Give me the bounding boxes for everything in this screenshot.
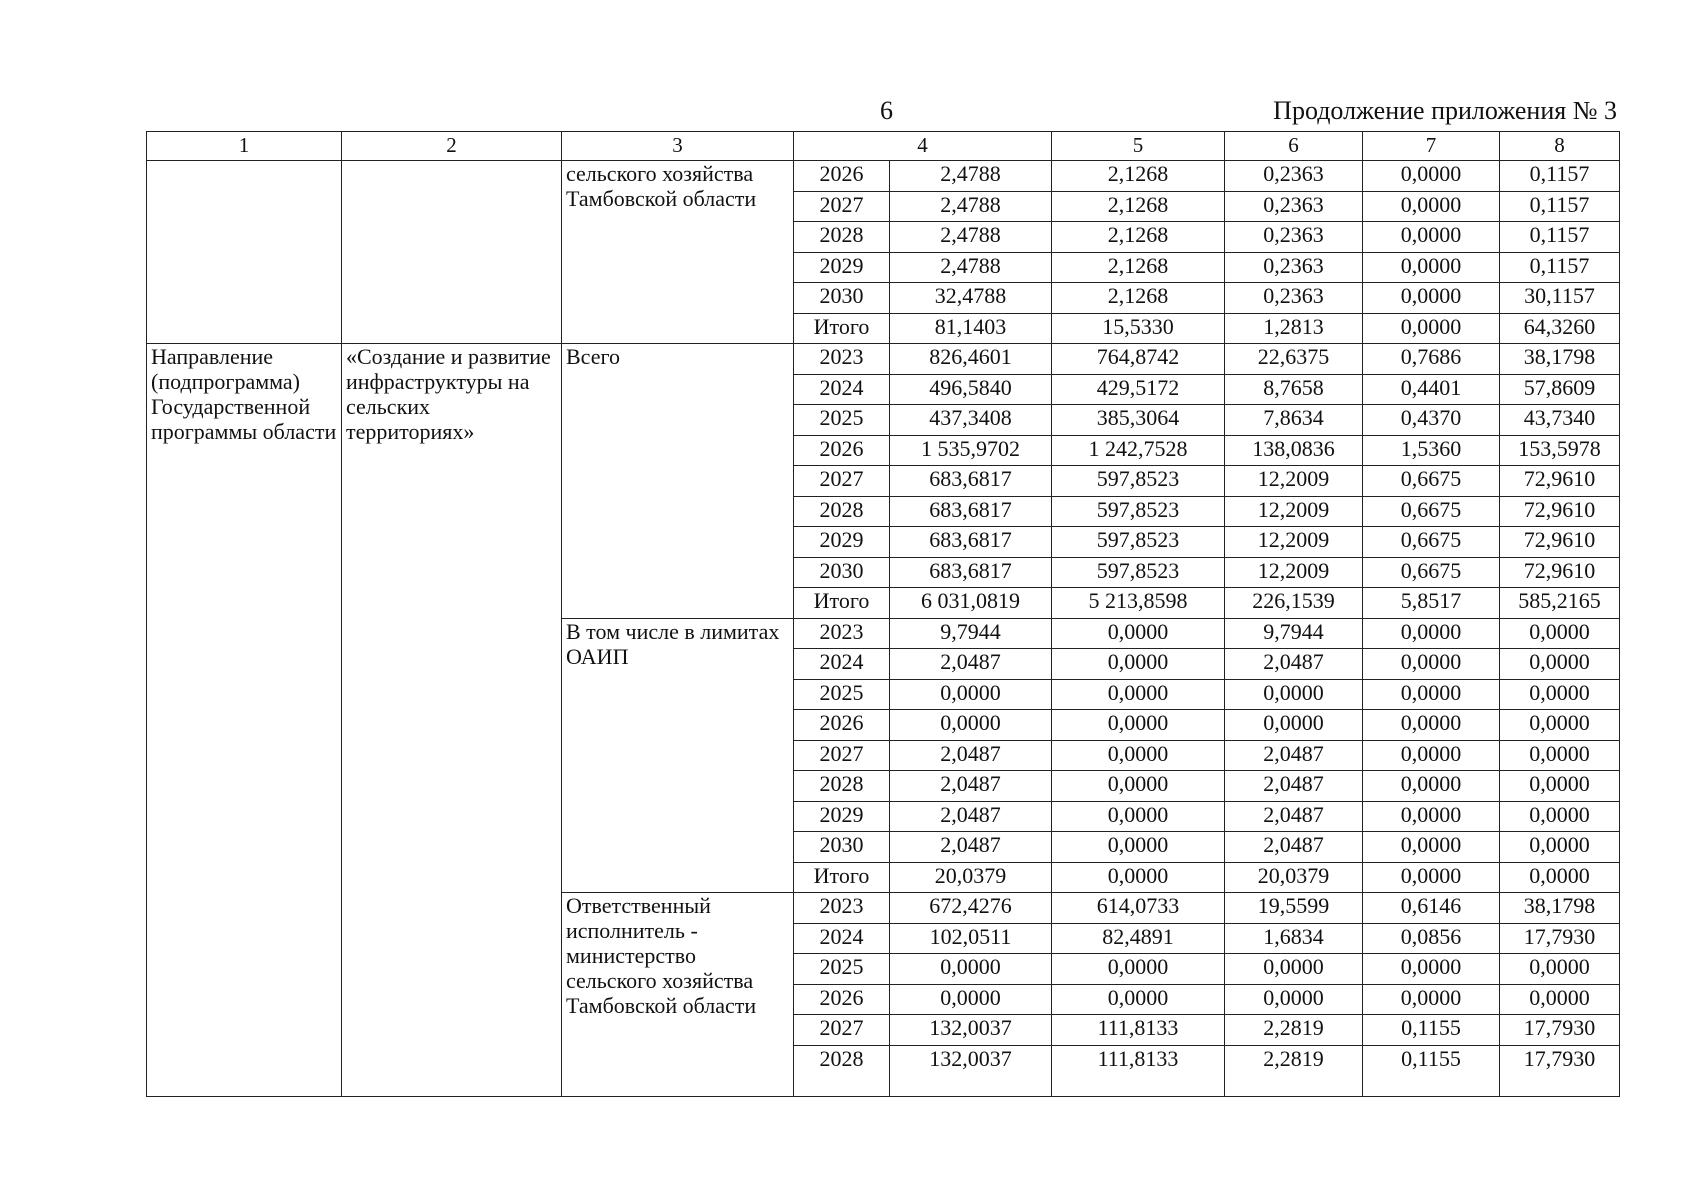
value-cell: 385,3064	[1052, 405, 1225, 436]
col-header: 2	[342, 132, 562, 161]
value-cell: 72,9610	[1500, 466, 1620, 497]
year-cell: 2027	[794, 1015, 890, 1046]
col-header: 8	[1500, 132, 1620, 161]
value-cell: 82,4891	[1052, 923, 1225, 954]
value-cell: 0,0000	[1052, 862, 1225, 893]
year-cell: 2026	[794, 710, 890, 741]
value-cell: 12,2009	[1225, 527, 1363, 558]
value-cell: 5 213,8598	[1052, 588, 1225, 619]
value-cell: 2,1268	[1052, 161, 1225, 192]
continuation-title: Продолжение приложения № 3	[1273, 96, 1617, 125]
value-cell: 0,0000	[1363, 862, 1500, 893]
value-cell: 2,0487	[890, 649, 1052, 680]
section-label: сельского хозяйства Тамбовской области	[562, 161, 794, 344]
year-cell: 2030	[794, 283, 890, 314]
section-label: В том числе в лимитах ОАИП	[562, 618, 794, 893]
value-cell: 0,0000	[1363, 313, 1500, 344]
value-cell: 0,0000	[890, 984, 1052, 1015]
value-cell: 683,6817	[890, 466, 1052, 497]
value-cell: 2,1268	[1052, 252, 1225, 283]
value-cell: 683,6817	[890, 557, 1052, 588]
value-cell: 0,4370	[1363, 405, 1500, 436]
budget-table	[146, 131, 1620, 1097]
value-cell: 0,0000	[1363, 252, 1500, 283]
section-label: Всего	[562, 344, 794, 619]
value-cell: 43,7340	[1500, 405, 1620, 436]
year-cell: 2025	[794, 954, 890, 985]
year-cell: 2028	[794, 496, 890, 527]
value-cell: 0,0000	[1500, 679, 1620, 710]
year-cell: 2029	[794, 801, 890, 832]
value-cell: 429,5172	[1052, 374, 1225, 405]
year-cell: 2029	[794, 527, 890, 558]
year-cell: 2023	[794, 344, 890, 375]
value-cell: 496,5840	[890, 374, 1052, 405]
value-cell: 0,0000	[1363, 679, 1500, 710]
value-cell: 0,0000	[1363, 283, 1500, 314]
value-cell: 597,8523	[1052, 527, 1225, 558]
value-cell: 2,4788	[890, 252, 1052, 283]
value-cell: 0,0000	[1052, 649, 1225, 680]
value-cell: 826,4601	[890, 344, 1052, 375]
value-cell: 0,0000	[1225, 954, 1363, 985]
year-cell: 2025	[794, 405, 890, 436]
value-cell: 0,0000	[1500, 954, 1620, 985]
value-cell: 0,0000	[1363, 984, 1500, 1015]
value-cell: 2,0487	[1225, 740, 1363, 771]
value-cell: 0,0000	[1363, 649, 1500, 680]
value-cell: 153,5978	[1500, 435, 1620, 466]
value-cell: 132,0037	[890, 1045, 1052, 1096]
value-cell: 672,4276	[890, 893, 1052, 924]
col-header: 4	[794, 132, 1052, 161]
year-cell: 2023	[794, 618, 890, 649]
value-cell: 0,0000	[1500, 862, 1620, 893]
year-cell: 2026	[794, 161, 890, 192]
value-cell: 0,0000	[1500, 710, 1620, 741]
value-cell: 0,2363	[1225, 283, 1363, 314]
value-cell: 1,5360	[1363, 435, 1500, 466]
table-row	[147, 344, 1620, 375]
value-cell: 0,1155	[1363, 1045, 1500, 1096]
year-cell: 2027	[794, 191, 890, 222]
value-cell: 0,2363	[1225, 222, 1363, 253]
year-cell: Итого	[794, 588, 890, 619]
year-cell: 2024	[794, 649, 890, 680]
value-cell: 764,8742	[1052, 344, 1225, 375]
year-cell: 2029	[794, 252, 890, 283]
value-cell: 2,1268	[1052, 283, 1225, 314]
value-cell: 2,0487	[890, 771, 1052, 802]
value-cell: 2,0487	[1225, 832, 1363, 863]
year-cell: 2030	[794, 557, 890, 588]
value-cell: 0,0000	[1052, 740, 1225, 771]
value-cell: 0,1157	[1500, 222, 1620, 253]
value-cell: 64,3260	[1500, 313, 1620, 344]
value-cell: 0,6675	[1363, 527, 1500, 558]
value-cell: 0,0856	[1363, 923, 1500, 954]
value-cell: 102,0511	[890, 923, 1052, 954]
value-cell: 0,0000	[1052, 954, 1225, 985]
value-cell: 17,7930	[1500, 1045, 1620, 1096]
value-cell: 585,2165	[1500, 588, 1620, 619]
value-cell: 1 535,9702	[890, 435, 1052, 466]
value-cell: 0,4401	[1363, 374, 1500, 405]
value-cell: 0,6675	[1363, 496, 1500, 527]
value-cell: 2,1268	[1052, 222, 1225, 253]
value-cell: 0,0000	[1500, 649, 1620, 680]
value-cell: 9,7944	[890, 618, 1052, 649]
value-cell: 2,4788	[890, 161, 1052, 192]
value-cell: 15,5330	[1052, 313, 1225, 344]
value-cell: 12,2009	[1225, 466, 1363, 497]
value-cell: 57,8609	[1500, 374, 1620, 405]
year-cell: 2028	[794, 771, 890, 802]
section-label: Ответственный исполнитель - министерство сельского хозяйства Тамбовской области	[562, 893, 794, 1097]
col-header: 3	[562, 132, 794, 161]
col-header: 7	[1363, 132, 1500, 161]
value-cell: 0,0000	[890, 710, 1052, 741]
year-cell: Итого	[794, 313, 890, 344]
direction-name: Направление (подпрограмма) Государственной программы области	[147, 344, 342, 1097]
col-header: 1	[147, 132, 342, 161]
value-cell: 0,1157	[1500, 252, 1620, 283]
column-number-row	[147, 132, 1620, 161]
value-cell: 72,9610	[1500, 527, 1620, 558]
value-cell: 0,0000	[1500, 740, 1620, 771]
value-cell: 38,1798	[1500, 893, 1620, 924]
value-cell: 0,0000	[1052, 771, 1225, 802]
value-cell: 597,8523	[1052, 557, 1225, 588]
empty-cell	[147, 161, 342, 344]
value-cell: 12,2009	[1225, 557, 1363, 588]
empty-cell	[342, 161, 562, 344]
year-cell: 2030	[794, 832, 890, 863]
value-cell: 111,8133	[1052, 1045, 1225, 1096]
value-cell: 0,0000	[1052, 801, 1225, 832]
value-cell: 0,0000	[1225, 679, 1363, 710]
value-cell: 0,0000	[1052, 984, 1225, 1015]
value-cell: 0,0000	[1363, 832, 1500, 863]
value-cell: 597,8523	[1052, 466, 1225, 497]
value-cell: 2,0487	[1225, 771, 1363, 802]
value-cell: 0,0000	[1500, 984, 1620, 1015]
value-cell: 683,6817	[890, 496, 1052, 527]
value-cell: 9,7944	[1225, 618, 1363, 649]
value-cell: 0,6146	[1363, 893, 1500, 924]
value-cell: 0,0000	[1052, 679, 1225, 710]
col-header: 5	[1052, 132, 1225, 161]
value-cell: 0,0000	[1363, 161, 1500, 192]
value-cell: 17,7930	[1500, 923, 1620, 954]
value-cell: 1 242,7528	[1052, 435, 1225, 466]
value-cell: 0,2363	[1225, 252, 1363, 283]
value-cell: 6 031,0819	[890, 588, 1052, 619]
year-cell: 2028	[794, 1045, 890, 1096]
value-cell: 2,4788	[890, 222, 1052, 253]
value-cell: 2,2819	[1225, 1015, 1363, 1046]
value-cell: 0,0000	[1363, 954, 1500, 985]
value-cell: 138,0836	[1225, 435, 1363, 466]
value-cell: 22,6375	[1225, 344, 1363, 375]
value-cell: 0,0000	[1500, 801, 1620, 832]
year-cell: 2028	[794, 222, 890, 253]
value-cell: 19,5599	[1225, 893, 1363, 924]
value-cell: 2,0487	[1225, 801, 1363, 832]
value-cell: 0,0000	[1363, 222, 1500, 253]
value-cell: 0,2363	[1225, 161, 1363, 192]
value-cell: 597,8523	[1052, 496, 1225, 527]
value-cell: 0,0000	[1500, 832, 1620, 863]
value-cell: 32,4788	[890, 283, 1052, 314]
value-cell: 12,2009	[1225, 496, 1363, 527]
value-cell: 614,0733	[1052, 893, 1225, 924]
value-cell: 0,0000	[1052, 710, 1225, 741]
value-cell: 2,1268	[1052, 191, 1225, 222]
value-cell: 0,0000	[1052, 618, 1225, 649]
value-cell: 0,6675	[1363, 466, 1500, 497]
year-cell: 2026	[794, 984, 890, 1015]
value-cell: 0,0000	[890, 954, 1052, 985]
value-cell: 2,4788	[890, 191, 1052, 222]
value-cell: 2,0487	[1225, 649, 1363, 680]
value-cell: 0,0000	[1363, 618, 1500, 649]
value-cell: 132,0037	[890, 1015, 1052, 1046]
value-cell: 111,8133	[1052, 1015, 1225, 1046]
value-cell: 683,6817	[890, 527, 1052, 558]
value-cell: 437,3408	[890, 405, 1052, 436]
year-cell: 2026	[794, 435, 890, 466]
value-cell: 0,0000	[1225, 984, 1363, 1015]
value-cell: 0,0000	[1363, 740, 1500, 771]
value-cell: 0,1157	[1500, 161, 1620, 192]
value-cell: 0,0000	[1500, 771, 1620, 802]
value-cell: 1,2813	[1225, 313, 1363, 344]
year-cell: 2027	[794, 740, 890, 771]
value-cell: 38,1798	[1500, 344, 1620, 375]
value-cell: 0,2363	[1225, 191, 1363, 222]
col-header: 6	[1225, 132, 1363, 161]
value-cell: 30,1157	[1500, 283, 1620, 314]
value-cell: 81,1403	[890, 313, 1052, 344]
value-cell: 2,0487	[890, 740, 1052, 771]
value-cell: 0,0000	[1363, 801, 1500, 832]
value-cell: 20,0379	[890, 862, 1052, 893]
value-cell: 0,6675	[1363, 557, 1500, 588]
value-cell: 20,0379	[1225, 862, 1363, 893]
table-row	[147, 161, 1620, 192]
value-cell: 226,1539	[1225, 588, 1363, 619]
value-cell: 0,0000	[1363, 710, 1500, 741]
value-cell: 2,2819	[1225, 1045, 1363, 1096]
value-cell: 5,8517	[1363, 588, 1500, 619]
value-cell: 0,0000	[1225, 710, 1363, 741]
value-cell: 1,6834	[1225, 923, 1363, 954]
year-cell: 2024	[794, 374, 890, 405]
value-cell: 17,7930	[1500, 1015, 1620, 1046]
value-cell: 72,9610	[1500, 496, 1620, 527]
value-cell: 7,8634	[1225, 405, 1363, 436]
value-cell: 2,0487	[890, 801, 1052, 832]
value-cell: 0,1157	[1500, 191, 1620, 222]
value-cell: 72,9610	[1500, 557, 1620, 588]
year-cell: Итого	[794, 862, 890, 893]
value-cell: 0,1155	[1363, 1015, 1500, 1046]
year-cell: 2024	[794, 923, 890, 954]
year-cell: 2023	[794, 893, 890, 924]
page-number: 6	[880, 96, 893, 125]
value-cell: 8,7658	[1225, 374, 1363, 405]
value-cell: 0,7686	[1363, 344, 1500, 375]
value-cell: 0,0000	[1052, 832, 1225, 863]
subprogram-title: «Создание и развитие инфраструктуры на сельских территориях»	[342, 344, 562, 1097]
value-cell: 0,0000	[1363, 191, 1500, 222]
value-cell: 2,0487	[890, 832, 1052, 863]
value-cell: 0,0000	[1500, 618, 1620, 649]
year-cell: 2025	[794, 679, 890, 710]
value-cell: 0,0000	[1363, 771, 1500, 802]
value-cell: 0,0000	[890, 679, 1052, 710]
year-cell: 2027	[794, 466, 890, 497]
